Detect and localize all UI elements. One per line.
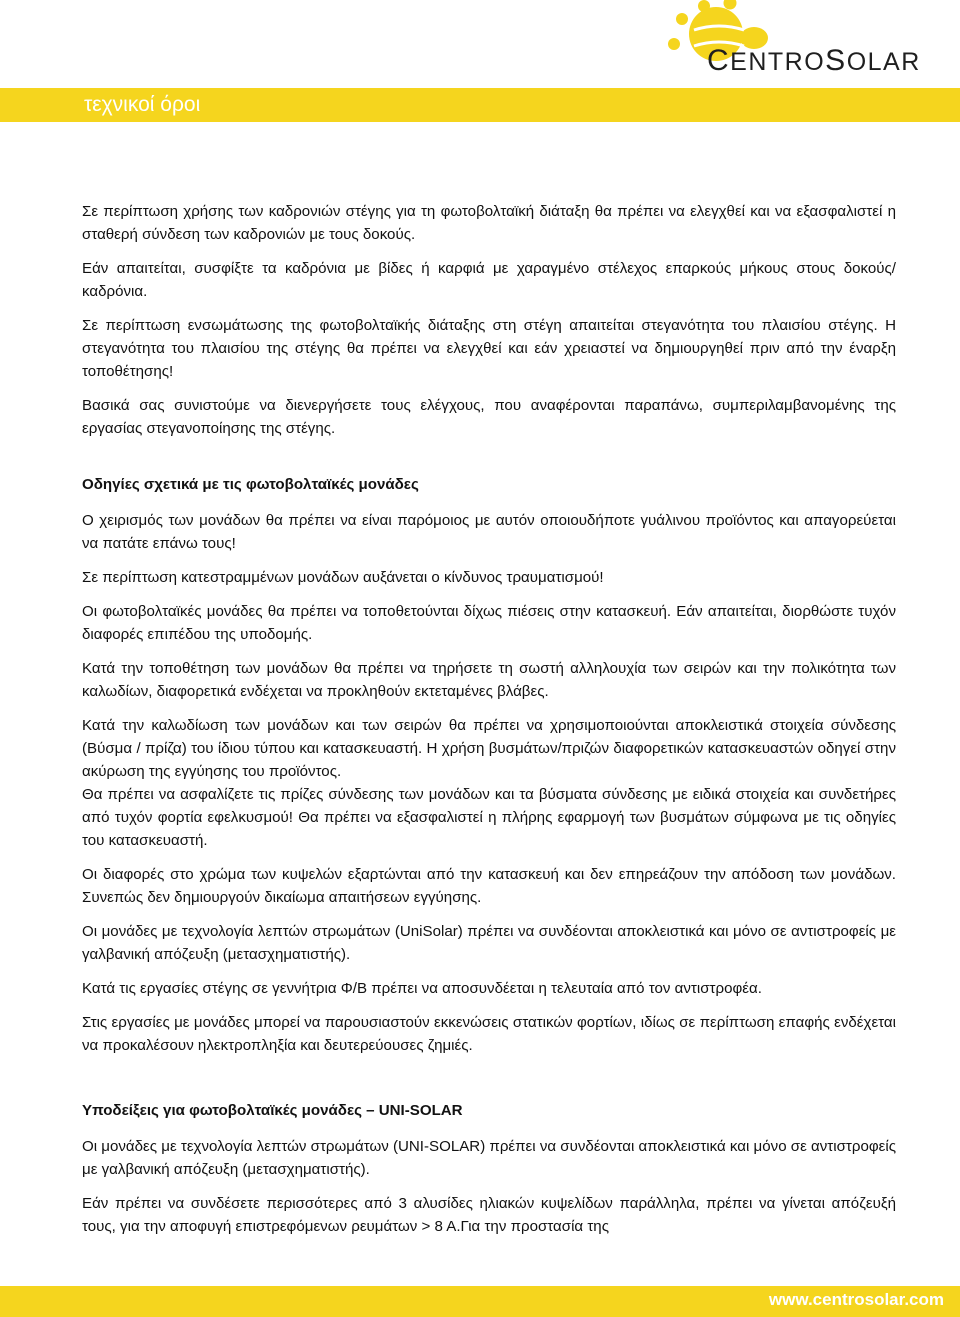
paragraph: Κατά τις εργασίες στέγης σε γεννήτρια Φ/Β πρέπει να αποσυνδέεται η τελευταία από τον αντιστροφέα. [82, 980, 762, 997]
paragraph: Εάν απαιτείται, συσφίξτε τα καδρόνια με βίδες ή καρφιά με χαραγμένο στέλεχος επαρκούς μήκους στους δοκούς/καδρόνια. [82, 260, 896, 300]
logo-wordmark: CENTROSOLAR [707, 44, 921, 77]
paragraph: Οι διαφορές στο χρώμα των κυψελών εξαρτώνται από την κατασκευή και δεν επηρεάζουν την απόδοση των μονάδων. Συνεπώς δεν δημιουργούν δικαίωμα απαιτήσεων εγγύησης. [82, 866, 896, 906]
paragraph: Σε περίπτωση ενσωμάτωσης της φωτοβολταϊκής διάταξης στη στέγη απαιτείται στεγανότητα του πλαισίου στέγης. Η στεγανότητα του πλαισίου της στέγης θα πρέπει να ελεγχθεί και εάν χρειαστεί να δημιουργηθεί πριν από την έναρξη τοποθέτησης! [82, 317, 896, 380]
paragraph: Οι μονάδες με τεχνολογία λεπτών στρωμάτων (UNI-SOLAR) πρέπει να συνδέονται αποκλειστικά και μόνο σε αντιστροφείς με γαλβανική απόζευξη (μετασχηματιστής). [82, 1138, 897, 1178]
footer-url[interactable]: www.centrosolar.com [768, 1290, 944, 1309]
paragraph: Στις εργασίες με μονάδες μπορεί να παρουσιαστούν εκκενώσεις στατικών φορτίων, ιδίως σε περίπτωση επαφής ενδέχεται να προκαλέσουν ηλεκτροπληξία και δευτερεύουσες ζημιές. [82, 1014, 896, 1054]
page-title: τεχνικοί όροι [84, 93, 201, 116]
section-heading: Οδηγίες σχετικά με τις φωτοβολταϊκές μονάδες [82, 476, 419, 493]
paragraph: Σε περίπτωση χρήσης των καδρονιών στέγης για τη φωτοβολταϊκή διάταξη θα πρέπει να ελεγχθεί και να εξασφαλιστεί η σταθερή σύνδεση των καδρονιών με τους δοκούς. [82, 203, 896, 243]
paragraph: Κατά την τοποθέτηση των μονάδων θα πρέπει να τηρήσετε τη σωστή αλληλουχία των σειρών και την πολικότητα των καλωδίων, διαφορετικά ενδέχεται να προκληθούν εκτεταμένες βλάβες. [82, 660, 896, 700]
centrosolar-logo [664, 0, 960, 88]
footer-band [0, 1286, 960, 1317]
paragraph: Εάν πρέπει να συνδέσετε περισσότερες από 3 αλυσίδες ηλιακών κυψελίδων παράλληλα, πρέπει να γίνεται απόζευξή τους, για την αποφυγή επιστρεφόμενων ρευμάτων > 8 Α.Για την προστασία της [82, 1195, 896, 1235]
paragraph: Ο χειρισμός των μονάδων θα πρέπει να είναι παρόμοιος με αυτόν οποιουδήποτε γυάλινου προϊόντος και απαγορεύεται να πατάτε επάνω τους! [82, 512, 896, 552]
section-heading: Υποδείξεις για φωτοβολταϊκές μονάδες – UNI-SOLAR [82, 1102, 463, 1119]
paragraph: Σε περίπτωση κατεστραμμένων μονάδων αυξάνεται ο κίνδυνος τραυματισμού! [82, 569, 604, 586]
paragraph: Οι μονάδες με τεχνολογία λεπτών στρωμάτων (UniSolar) πρέπει να συνδέονται αποκλειστικά και μόνο σε αντιστροφείς με γαλβανική απόζευξη (μετασχηματιστής). [82, 923, 896, 963]
paragraph: Θα πρέπει να ασφαλίζετε τις πρίζες σύνδεσης των μονάδων και τα βύσματα σύνδεσης με ειδικά στοιχεία και συνδετήρες από τυχόν φορτία εφελκυσμού! Θα πρέπει να εξασφαλιστεί η πλήρης εφαρμογή των βυσμάτων σύμφωνα με τις οδηγίες του κατασκευαστή. [82, 786, 896, 849]
paragraph: Κατά την καλωδίωση των μονάδων και των σειρών θα πρέπει να χρησιμοποιούνται αποκλειστικά στοιχεία σύνδεσης (Βύσμα / πρίζα) του ίδιου τύπου και κατασκευαστή. Η χρήση βυσμάτων/πριζών διαφορετικών κατασκευαστών οδηγεί στην ακύρωση της εγγύησης του προϊόντος. [82, 717, 896, 780]
paragraph: Βασικά σας συνιστούμε να διενεργήσετε τους ελέγχους, που αναφέρονται παραπάνω, συμπεριλαμβανομένης της εργασίας στεγανοποίησης της στέγης. [82, 397, 896, 437]
document-body [82, 200, 896, 1249]
paragraph: Οι φωτοβολταϊκές μονάδες θα πρέπει να τοποθετούνται δίχως πιέσεις στην κατασκευή. Εάν απαιτείται, διορθώστε τυχόν διαφορές επιπέδου της υποδομής. [82, 603, 896, 643]
header-band [0, 88, 960, 122]
